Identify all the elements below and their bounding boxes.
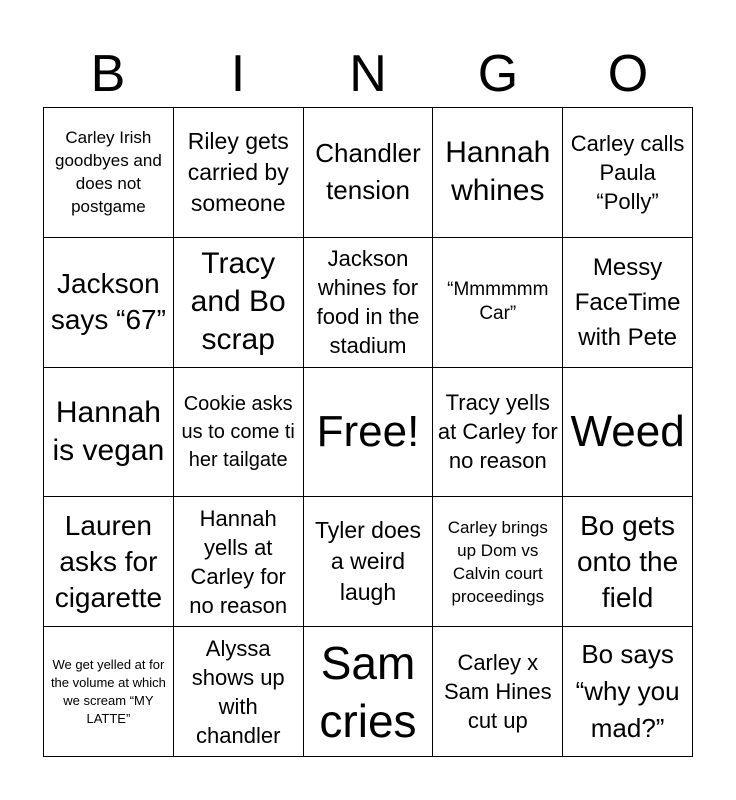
header-letter-n: N (349, 45, 387, 103)
bingo-cell[interactable] (433, 108, 563, 238)
bingo-cell[interactable] (563, 627, 693, 757)
cell-text: “Mmmmmm Car” (447, 279, 549, 325)
bingo-cell[interactable] (174, 368, 304, 498)
bingo-header (43, 40, 693, 108)
cell-text: Tyler does a weird laugh (314, 517, 422, 606)
cell-text: Jackson whines for food in the stadium (316, 246, 420, 359)
cell-text: Carley brings up Dom vs Calvin court proceedings (447, 517, 548, 606)
bingo-cell[interactable] (174, 627, 304, 757)
cell-text: Carley calls Paula “Polly” (570, 130, 685, 214)
bingo-cell[interactable] (563, 238, 693, 368)
cell-text: Sam cries (319, 636, 417, 747)
cell-text: Free! (316, 406, 420, 456)
bingo-card (43, 107, 693, 757)
bingo-cell[interactable] (563, 108, 693, 238)
cell-text: Alyssa shows up with chandler (191, 635, 285, 748)
bingo-cell[interactable] (304, 497, 434, 627)
bingo-cell[interactable] (563, 497, 693, 627)
bingo-cell[interactable] (433, 368, 563, 498)
cell-text: Messy FaceTime with Pete (574, 253, 681, 351)
cell-text: Hannah is vegan (52, 395, 165, 467)
cell-text: Carley x Sam Hines cut up (443, 650, 552, 734)
bingo-cell[interactable] (44, 627, 174, 757)
header-letter-i: I (230, 45, 246, 103)
cell-text: Hannah yells at Carley for no reason (189, 505, 288, 618)
cell-text: We get yelled at for the volume at which we scream “MY LATTE” (50, 656, 166, 726)
bingo-cell[interactable] (44, 497, 174, 627)
bingo-cell[interactable] (304, 108, 434, 238)
bingo-cell[interactable] (44, 238, 174, 368)
bingo-cell[interactable] (433, 627, 563, 757)
bingo-cell[interactable] (433, 238, 563, 368)
bingo-cell[interactable] (174, 238, 304, 368)
cell-text: Jackson says “67” (50, 268, 166, 336)
cell-text: Cookie asks us to come ti her tailgate (181, 392, 295, 471)
bingo-cell[interactable] (174, 108, 304, 238)
bingo-cell[interactable] (304, 627, 434, 757)
bingo-cell[interactable] (433, 497, 563, 627)
cell-text: Bo gets onto the field (576, 509, 679, 613)
cell-text: Tracy yells at Carley for no reason (437, 390, 558, 474)
bingo-cell[interactable] (304, 238, 434, 368)
bingo-cell[interactable] (563, 368, 693, 498)
cell-text: Tracy and Bo scrap (190, 247, 286, 357)
bingo-cell[interactable] (44, 108, 174, 238)
cell-text: Hannah whines (445, 136, 551, 208)
cell-text: Riley gets carried by someone (187, 127, 289, 216)
bingo-cell-free[interactable] (304, 368, 434, 498)
header-letter-b: B (90, 45, 126, 103)
bingo-cell[interactable] (174, 497, 304, 627)
bingo-cell[interactable] (44, 368, 174, 498)
header-letter-g: G (477, 45, 519, 103)
cell-text: Weed (570, 406, 685, 456)
header-letter-o: O (607, 45, 649, 103)
cell-text: Bo says “why you mad?” (575, 639, 680, 744)
cell-text: Lauren asks for cigarette (54, 509, 163, 613)
cell-text: Chandler tension (315, 138, 421, 206)
cell-text: Carley Irish goodbyes and does not postgame (54, 128, 162, 217)
